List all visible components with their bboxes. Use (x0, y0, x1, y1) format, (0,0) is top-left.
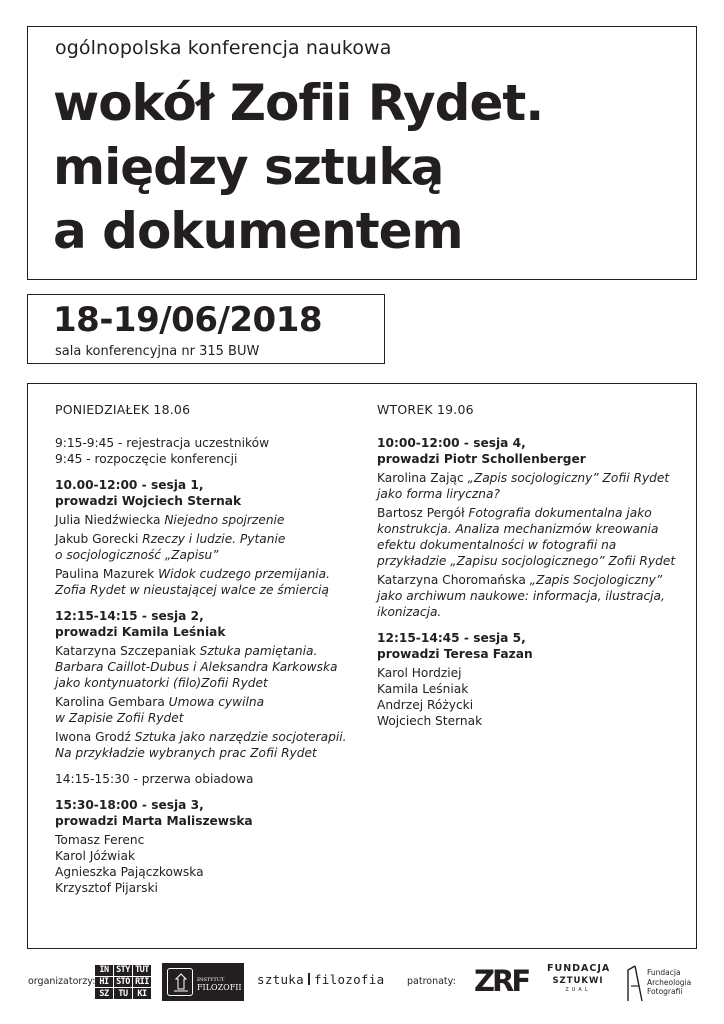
talk-speaker: Bartosz Pergół (377, 506, 465, 520)
speaker-item: Agnieszka Pajączkowska (55, 865, 204, 879)
logo-fundacja-archeologia-fotografii: Fundacja Archeologia Fotografii (626, 963, 696, 1003)
talk-title-continued: jako archiwum naukowe: informacja, ilustracja, (377, 589, 665, 603)
speaker-item: Andrzej Różycki (377, 698, 474, 712)
talk-title-continued: Barbara Caillot-Dubus i Aleksandra Karkowska (55, 660, 338, 674)
talk-item (377, 572, 683, 588)
talk-title: Sztuka jako narzędzie socjoterapii. (134, 730, 347, 744)
talk-title: Sztuka pamiętania. (199, 644, 318, 658)
talk-title-continued: jako kontynuatorki (filo)Zofii Rydet (55, 676, 268, 690)
day-label-monday: PONIEDZIAŁEK 18.06 (55, 402, 191, 417)
monday-column (55, 402, 373, 896)
talk-title-continued: o socjologiczność „Zapisu” (55, 548, 219, 562)
organizers-label: organizatorzy: (28, 976, 96, 987)
session-3-chair: prowadzi Marta Maliszewska (55, 814, 253, 828)
conference-title (53, 71, 543, 263)
university-emblem-icon (167, 968, 193, 996)
title-line-3: a dokumentem (53, 202, 463, 260)
talk-item (377, 505, 683, 521)
speaker-item: Karol Hordziej (377, 666, 462, 680)
talk-title-continued: konstrukcja. Analiza mechanizmów kreowania (377, 522, 659, 536)
logo-instytut-filozofii: INSTYTUT FILOZOFII (162, 963, 244, 1001)
talk-item (377, 470, 683, 486)
opening-start: 9:45 - rozpoczęcie konferencji (55, 452, 238, 466)
talk-title-continued: jako forma liryczna? (377, 487, 500, 501)
patrons-label: patronaty: (407, 976, 456, 987)
talk-title-continued: w Zapisie Zofii Rydet (55, 711, 184, 725)
session-5-time: 12:15-14:45 - sesja 5, (377, 631, 526, 645)
talk-title: „Zapis socjologiczny” Zofii Rydet (467, 471, 670, 485)
session-5-chair: prowadzi Teresa Fazan (377, 647, 533, 661)
day-label-tuesday: WTOREK 19.06 (377, 402, 474, 417)
title-box (27, 26, 697, 280)
talk-item (55, 566, 373, 582)
speaker-item: Wojciech Sternak (377, 714, 483, 728)
talk-item (55, 643, 373, 659)
event-venue: sala konferencyjna nr 315 BUW (55, 344, 260, 359)
speaker-item: Karol Jóźwiak (55, 849, 136, 863)
talk-title: Rzeczy i ludzie. Pytanie (142, 532, 286, 546)
talk-title-continued: przykładzie „Zapisu socjologicznego” Zofii Rydet (377, 554, 676, 568)
speaker-item: Krzysztof Pijarski (55, 881, 158, 895)
footer (0, 955, 724, 1024)
logo-instytut-historii-sztuki: IN STY TUT HI STO RII SZ TU KI (95, 965, 151, 999)
talk-title-continued: Zofia Rydet w nieustającej walce ze śmiercią (55, 583, 330, 597)
event-dates: 18-19/06/2018 (53, 300, 323, 340)
logo-fundacja-sztuki-wizualnej: FUNDACJA SZTUKWI ZUAL (547, 963, 611, 993)
talk-speaker: Julia Niedźwiecka (55, 513, 161, 527)
title-line-1: wokół Zofii Rydet. (53, 74, 544, 132)
talk-item (55, 531, 373, 547)
talk-item (55, 729, 373, 745)
session-2-chair: prowadzi Kamila Leśniak (55, 625, 226, 639)
conference-subtitle: ogólnopolska konferencja naukowa (55, 37, 392, 59)
logo-zrf: ZRF (474, 964, 529, 998)
session-1-time: 10.00-12:00 - sesja 1, (55, 478, 204, 492)
talk-speaker: Katarzyna Choromańska (377, 573, 526, 587)
talk-speaker: Jakub Gorecki (55, 532, 139, 546)
talk-item (55, 512, 373, 528)
talk-title: Niejedno spojrzenie (164, 513, 285, 527)
archeologia-mark-icon (626, 964, 644, 1002)
talk-title: „Zapis Socjologiczny” (529, 573, 663, 587)
session-1-chair: prowadzi Wojciech Sternak (55, 494, 242, 508)
session-4-time: 10:00-12:00 - sesja 4, (377, 436, 526, 450)
opening-registration: 9:15-9:45 - rejestracja uczestników (55, 436, 270, 450)
tuesday-column (377, 402, 683, 729)
talk-item (55, 694, 373, 710)
date-box (27, 294, 385, 364)
talk-speaker: Paulina Mazurek (55, 567, 155, 581)
program-box (27, 383, 697, 949)
speaker-item: Kamila Leśniak (377, 682, 469, 696)
talk-title-continued: ikonizacja. (377, 605, 442, 619)
talk-title-continued: efektu dokumentalności w fotografii na (377, 538, 617, 552)
talk-speaker: Katarzyna Szczepaniak (55, 644, 196, 658)
session-2-time: 12:15-14:15 - sesja 2, (55, 609, 204, 623)
talk-speaker: Iwona Grodź (55, 730, 131, 744)
session-4-chair: prowadzi Piotr Schollenberger (377, 452, 586, 466)
speaker-item: Tomasz Ferenc (55, 833, 145, 847)
title-line-2: między sztuką (53, 138, 444, 196)
talk-title: Widok cudzego przemijania. (158, 567, 331, 581)
talk-title-continued: Na przykładzie wybranych prac Zofii Rydet (55, 746, 317, 760)
talk-title: Umowa cywilna (168, 695, 265, 709)
talk-speaker: Karolina Gembara (55, 695, 165, 709)
talk-speaker: Karolina Zając (377, 471, 464, 485)
lunch-break: 14:15-15:30 - przerwa obiadowa (55, 772, 254, 786)
logo-sztuka-i-filozofia: sztuka filozofia (257, 972, 385, 987)
session-3-time: 15:30-18:00 - sesja 3, (55, 798, 204, 812)
talk-title: Fotografia dokumentalna jako (468, 506, 652, 520)
